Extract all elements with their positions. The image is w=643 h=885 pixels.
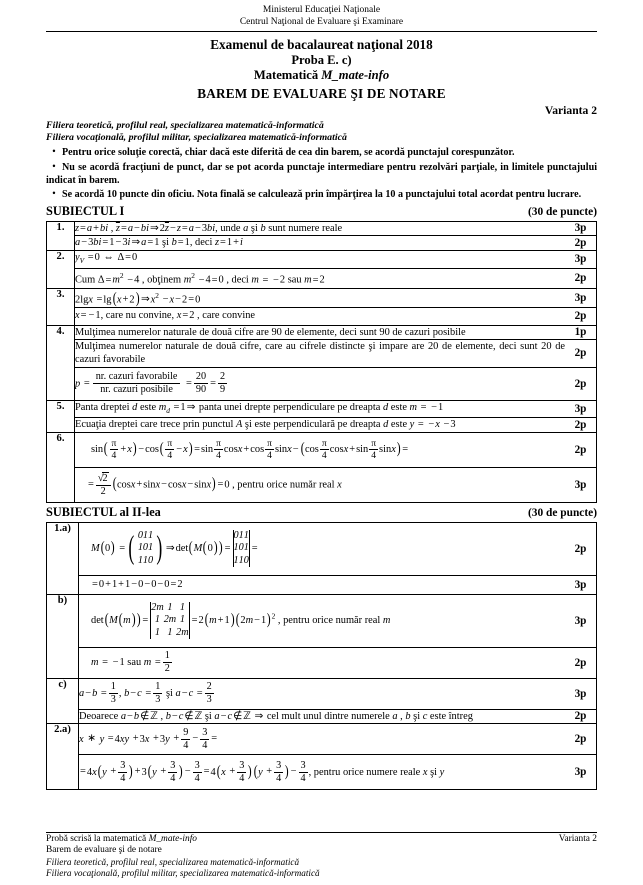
points-cell: 2p xyxy=(565,523,596,576)
solution-text: Cum $\Delta=m^2 -4$ , obţinem $m^2 -4=0$ , deci m = −2 sau m=2 xyxy=(75,271,325,286)
table-row xyxy=(47,325,597,400)
ministry-line: Ministerul Educaţiei Naţionale xyxy=(262,5,381,15)
solution-text: Deoarece a−b∉ℤ , b−c∉ℤ şi a−c∉ℤ ⇒ cel mult unul dintre numerele a , b şi c este întreg xyxy=(79,710,473,722)
proba-title: Proba E. c) xyxy=(291,52,352,67)
solution-line xyxy=(79,724,596,755)
solution-line xyxy=(75,467,596,502)
points-cell: 3p xyxy=(574,766,587,779)
center-line: Centrul Naţional de Evaluare şi Examinare xyxy=(239,16,404,27)
points-cell: 3p xyxy=(574,478,587,491)
solution-text: sin( $\frac{\pi}{4}$ +x) −cos( $\frac{\pi}{4}$ −x) =sin $\frac{\pi}{4}$ cosx+cos $\frac{\pi}{4}$ sinx− (cos $\frac{\pi}{4}$ cosx+sin $\frac{\pi}{4}$ sinx) = xyxy=(75,433,565,468)
table-row xyxy=(47,221,597,250)
barem-table-subiect-1 xyxy=(46,221,597,503)
points-cell: 2p xyxy=(574,418,587,431)
solution-line xyxy=(79,679,596,710)
solution-text: det(M(m)) =2m 1 1 1 2m 1 1 1 $2m=2(m+1)(2m-1)^2$ , pentru orice număr real m xyxy=(79,595,565,648)
table-row xyxy=(47,678,597,723)
points-cell: 3p xyxy=(565,289,596,308)
solution-line xyxy=(75,251,596,269)
solution-text: x= −1, care nu convine, x=2 , care convine xyxy=(75,310,256,322)
row-number: 1.a) xyxy=(47,522,79,594)
notes-list xyxy=(46,145,597,201)
solution-text: 2lgx =lg(x+2) $\Rightarrow x^2 -x-2=0$ xyxy=(75,289,565,308)
section-points: (30 de puncte) xyxy=(528,205,597,218)
points-cell: 1p xyxy=(565,326,596,340)
solution-text: p = $\frac{\text{nr. cazuri favorabile}}{\text{nr. cazuri posibile}}$ = $\frac{20}{90}$ = $\frac{2}{9}$ xyxy=(75,370,226,396)
barem-table-subiect-2 xyxy=(46,522,597,790)
note-item xyxy=(46,187,597,202)
footer-rule xyxy=(46,832,597,833)
title-block xyxy=(46,37,597,103)
solution-line xyxy=(79,709,596,723)
points-cell: 3p xyxy=(565,679,596,710)
masthead xyxy=(46,5,597,28)
row-number: 6. xyxy=(47,432,75,502)
solution-line xyxy=(75,236,596,250)
table-row xyxy=(47,288,597,325)
subject-code: M_mate-info xyxy=(321,68,390,82)
row-number: b) xyxy=(47,594,79,678)
row-body xyxy=(75,432,597,502)
solution-text: Mulţimea numerelor naturale de două cifre, care au cifrele distincte şi impare are 20 de elemente, deci sunt 20 de cazuri favorabile xyxy=(75,340,565,366)
solution-line xyxy=(79,755,596,790)
solution-line xyxy=(75,289,596,308)
note-text: Se acordă 10 puncte din oficiu. Nota finală se calculează prin împărţirea la 10 a punctajului total acordat pentru lucrare. xyxy=(62,189,582,201)
section-title: SUBIECTUL al II-lea xyxy=(46,504,161,519)
table-row xyxy=(47,522,597,594)
solution-line xyxy=(75,339,596,367)
row-number: 3. xyxy=(47,288,75,325)
footer-line-4: Filiera vocaţională, profilul militar, specializarea matematică-informatică xyxy=(46,867,320,878)
row-body xyxy=(75,288,597,325)
solution-text: m = −1 sau m = $\frac{1}{2}$ xyxy=(91,650,170,675)
solution-text: x ∗ y =4xy +3x +3y + $\frac{9}{4}$ − $\frac{3}{4}$ = xyxy=(79,724,565,755)
solution-line xyxy=(79,595,596,648)
bullet-icon: • xyxy=(52,160,56,171)
footer-left-text: Probă scrisă la matematică xyxy=(46,833,149,844)
points-cell: 2p xyxy=(574,710,587,723)
row-body xyxy=(79,594,597,678)
points-cell: 2p xyxy=(574,236,587,249)
subject-title xyxy=(46,68,597,84)
solution-text: a−b = $\frac{1}{3}$ , b−c = $\frac{1}{3}$ şi a−c = $\frac{2}{3}$ xyxy=(79,679,565,710)
row-number: c) xyxy=(47,678,79,723)
section-header-subiect-2 xyxy=(46,505,597,521)
solution-line xyxy=(75,401,596,418)
solution-text: =4x(y + $\frac{3}{4}$ ) +3(y + $\frac{3}{4}$ ) − $\frac{3}{4}$ =4(x + $\frac{3}{4}$ )(y + $\frac{3}{4}$ ) − $\frac{3}{4}$ , pentru orice numere reale x şi y xyxy=(80,759,445,784)
note-item xyxy=(46,145,597,160)
points-cell: 2p xyxy=(574,377,587,390)
row-number: 2.a) xyxy=(47,724,79,790)
table-row xyxy=(47,724,597,790)
row-body xyxy=(75,400,597,432)
row-body xyxy=(79,678,597,723)
solution-text: M(0) = ( 0 1 1 1 0 1 1 1 0 ) ⇒det(M(0)) =0 1 1 1 0 1 1 1 0= xyxy=(79,523,565,576)
solution-line xyxy=(75,307,596,325)
exam-title: Examenul de bacalaureat naţional 2018 xyxy=(210,37,433,52)
row-number: 4. xyxy=(47,325,75,400)
section-points: (30 de puncte) xyxy=(528,506,597,519)
points-cell: 2p xyxy=(574,656,587,669)
solution-text: z=a+bi , $\overline{z}=a-bi\Rightarrow 2\overline{z}-z=a-3bi$, unde a şi b sunt numere reale xyxy=(75,222,565,236)
filiera-line-1: Filiera teoretică, profilul real, specializarea matematică-informatică xyxy=(46,119,324,131)
row-number: 5. xyxy=(47,400,75,432)
footer-subject-code: M_mate-info xyxy=(148,833,197,844)
solution-text: Mulţimea numerelor naturale de două cifre are 90 de elemente, deci sunt 90 de cazuri posibile xyxy=(75,326,565,340)
solution-line xyxy=(75,433,596,468)
solution-line xyxy=(75,367,596,400)
points-cell: 2p xyxy=(574,272,587,284)
row-body xyxy=(79,724,597,790)
points-cell: 3p xyxy=(565,401,596,418)
footer-top-row xyxy=(46,834,597,845)
solution-text: a−3bi=1−3i⇒a=1 şi b=1, deci z=1+i xyxy=(75,237,243,249)
solution-line xyxy=(75,326,596,340)
section-header-subiect-1 xyxy=(46,204,597,220)
solution-line xyxy=(75,268,596,288)
row-body xyxy=(75,221,597,250)
solution-line xyxy=(79,523,596,576)
varianta-label: Varianta 2 xyxy=(544,103,597,117)
points-cell: 3p xyxy=(574,578,587,591)
row-body xyxy=(79,522,597,594)
header-rule xyxy=(46,31,597,32)
table-row xyxy=(47,250,597,288)
row-number: 2. xyxy=(47,250,75,288)
footer-varianta: Varianta 2 xyxy=(558,833,597,844)
footer-line-3: Filiera teoretică, profilul real, specializarea matematică-informatică xyxy=(46,856,300,867)
points-cell: 2p xyxy=(574,310,587,322)
points-cell: 2p xyxy=(565,433,596,468)
solution-line xyxy=(79,575,596,594)
note-item xyxy=(46,160,597,187)
barem-title: BAREM DE EVALUARE ŞI DE NOTARE xyxy=(197,85,446,101)
filiera-line-2: Filiera vocaţională, profilul militar, specializarea matematică-informatică xyxy=(46,131,347,143)
footer-left xyxy=(46,834,197,845)
solution-line xyxy=(79,647,596,678)
points-cell: 2p xyxy=(565,724,596,755)
solution-line xyxy=(75,418,596,432)
table-row xyxy=(47,594,597,678)
note-text: Pentru orice soluţie corectă, chiar dacă este diferită de cea din barem, se acordă punctajul corespunzător. xyxy=(62,147,515,159)
page-footer xyxy=(46,832,597,879)
row-body xyxy=(75,325,597,400)
footer-line-2: Barem de evaluare şi de notare xyxy=(46,845,162,856)
bullet-icon: • xyxy=(52,146,56,157)
solution-text: $y_V =0$ ⇔ Δ=0 xyxy=(75,251,565,269)
section-title: SUBIECTUL I xyxy=(46,203,125,218)
solution-text: = $\frac{√2}{2}$ (cosx+sinx−cosx−sinx) =0 , pentru orice număr real x xyxy=(88,472,342,497)
bullet-icon: • xyxy=(52,188,56,199)
points-cell: 3p xyxy=(565,251,596,269)
subject-prefix: Matematică xyxy=(253,68,322,82)
note-text: Nu se acordă fracţiuni de punct, dar se pot acorda punctaje intermediare pentru rezolvări parţiale, in limitele punctajului indicat în barem. xyxy=(46,161,597,186)
row-body xyxy=(75,250,597,288)
row-number: 1. xyxy=(47,221,75,250)
solution-text: Ecuaţia dreptei care trece prin punctul A şi este perpendiculară pe dreapta d este y = −x −3 xyxy=(75,419,456,431)
points-cell: 3p xyxy=(565,595,596,648)
points-cell: 3p xyxy=(565,222,596,236)
table-row xyxy=(47,432,597,502)
solution-line xyxy=(75,222,596,236)
points-cell: 2p xyxy=(565,339,596,367)
solution-text: =0+1+1−0−0−0=2 xyxy=(92,578,183,590)
solution-text: Panta dreptei d este $m_d$ =1⇒ panta unei drepte perpendiculare pe dreapta d este m = −1 xyxy=(75,401,565,418)
table-row xyxy=(47,400,597,432)
